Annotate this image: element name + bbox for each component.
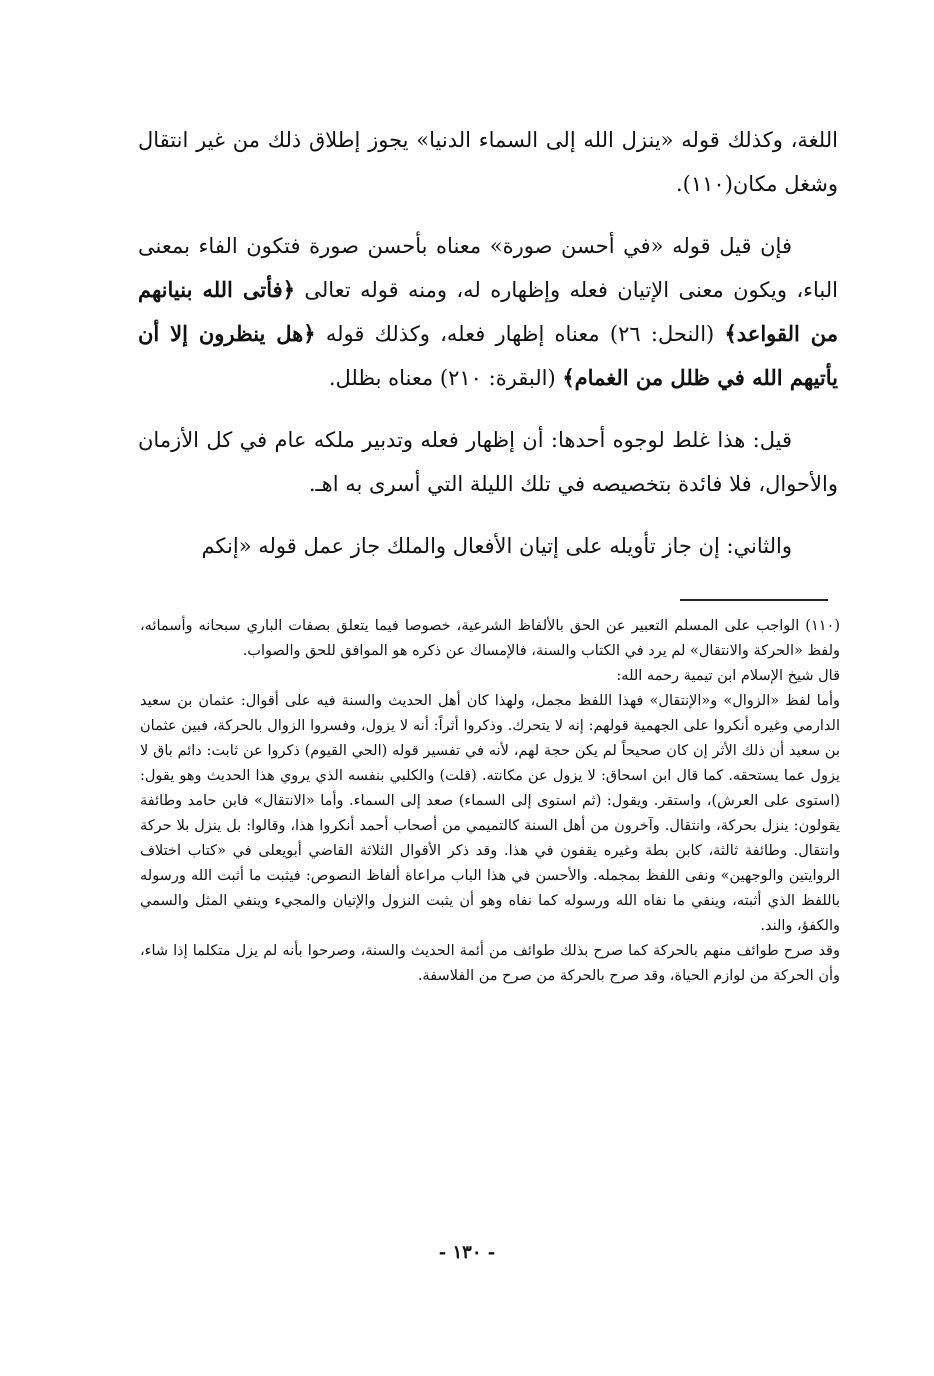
page-number: - ١٣٠ - — [438, 1242, 496, 1263]
quran-verse-baqara: ﴿هل ينظرون إلا أن يأتيهم الله في ظلل من الغمام﴾ — [138, 321, 838, 390]
footnote-quote-body: وأما لفظ «الزوال» و«الإنتقال» فهذا اللفظ مجمل، ولهذا كان أهل الحديث والسنة فيه على أقوال: عثمان بن سعيد الدارمي وغيره أنكروا على الجهمية قولهم: إنه لا يتحرك. وذكروا أثراً: أنه لا يزول، وفسروا الزوال بالحركة، فبين عثمان بن سعيد أن ذلك الأثر إن كان صحيحاً لم يكن حجة لهم، لأنه في تفسير قوله (الحي القيوم) ذكروا عن ثابت: دائم باق لا يزول عما يستحقه. كما قال ابن اسحاق: لا يزول عن مكانته. (قلت) والكلبي بنفسه الذي يروي هذا الحديث وهو يقول: (استوى على العرش)، واستقر. ويقول: (ثم استوى إلى السماء) صعد إلى السماء. وأما «الانتقال» فابن حامد وطائفة يقولون: ينزل بحركة، وانتقال. وآخرون من أهل السنة كالتميمي من أصحاب أحمد أنكروا هذا، وقالوا: بل ينزل بلا حركة وانتقال. وطائفة ثالثة، كابن بطة وغيره يقفون في هذا. وقد ذكر الأقوال الثلاثة القاضي أبويعلى في «كتاب اختلاف الروايتين والوجهين» ونفى اللفظ بمجمله. والأحسن في هذا الباب مراعاة ألفاظ النصوص: فيثبت ما أثبت الله ورسوله باللفظ الذي أثبته، وينفي ما نفاه الله ورسوله كما نفاه وهو أن يثبت النزول والإتيان والمجيء وينفي المثل والسمي والكفؤ، والند. — [140, 693, 840, 934]
main-text — [138, 118, 838, 586]
footnote-110: (١١٠) الواجب على المسلم التعبير عن الحق بالألفاظ الشرعية، خصوصا فيما يتعلق بصفات الباري سبحانه وأسمائه، ولفظ «الحركة والانتقال» لم يرد في الكتاب والسنة، فالإمساك عن ذكره هو الموافق للحق والصواب. — [140, 618, 840, 659]
footnote-quote-intro: قال شيخ الإسلام ابن تيمية رحمه الله: — [616, 668, 840, 684]
main-paragraph-2 — [138, 224, 838, 400]
footnote-quote-end: وقد صرح طوائف منهم بالحركة كما صرح بذلك طوائف من أئمة الحديث والسنة، وصرحوا بأنه لم يزل متكلما إذا شاء، وأن الحركة من لوازم الحياة، وقد صرح بالحركة من صرح من الفلاسفة. — [140, 943, 840, 984]
main-paragraph-1: اللغة، وكذلك قوله «ينزل الله إلى السماء الدنيا» يجوز إطلاق ذلك من غير انتقال وشغل مكان(١١٠). — [138, 128, 838, 196]
paragraph-2-end: (البقرة: ٢١٠) معناه بظلل. — [328, 366, 563, 390]
paragraph-2-start: فإن قيل قوله «في أحسن صورة» معناه بأحسن صورة فتكون الفاء بمعنى الباء، ويكون معنى الإتيان فعله وإظهاره له، ومنه قوله تعالى — [138, 234, 838, 302]
footnotes — [140, 614, 840, 989]
footnote-separator — [680, 599, 828, 601]
paragraph-2-middle: (النحل: ٢٦) معناه إظهار فعله، وكذلك قوله — [315, 322, 725, 346]
main-paragraph-3: قيل: هذا غلط لوجوه أحدها: أن إظهار فعله وتدبير ملكه عام في كل الأزمان والأحوال، فلا فائدة بتخصيصه في تلك الليلة التي أسرى به اهـ. — [138, 428, 838, 496]
main-paragraph-4: والثاني: إن جاز تأويله على إتيان الأفعال والملك جاز عمل قوله «إنكم — [201, 534, 792, 558]
quran-verse-nahl: ﴿فأتى الله بنيانهم من القواعد﴾ — [138, 277, 839, 346]
